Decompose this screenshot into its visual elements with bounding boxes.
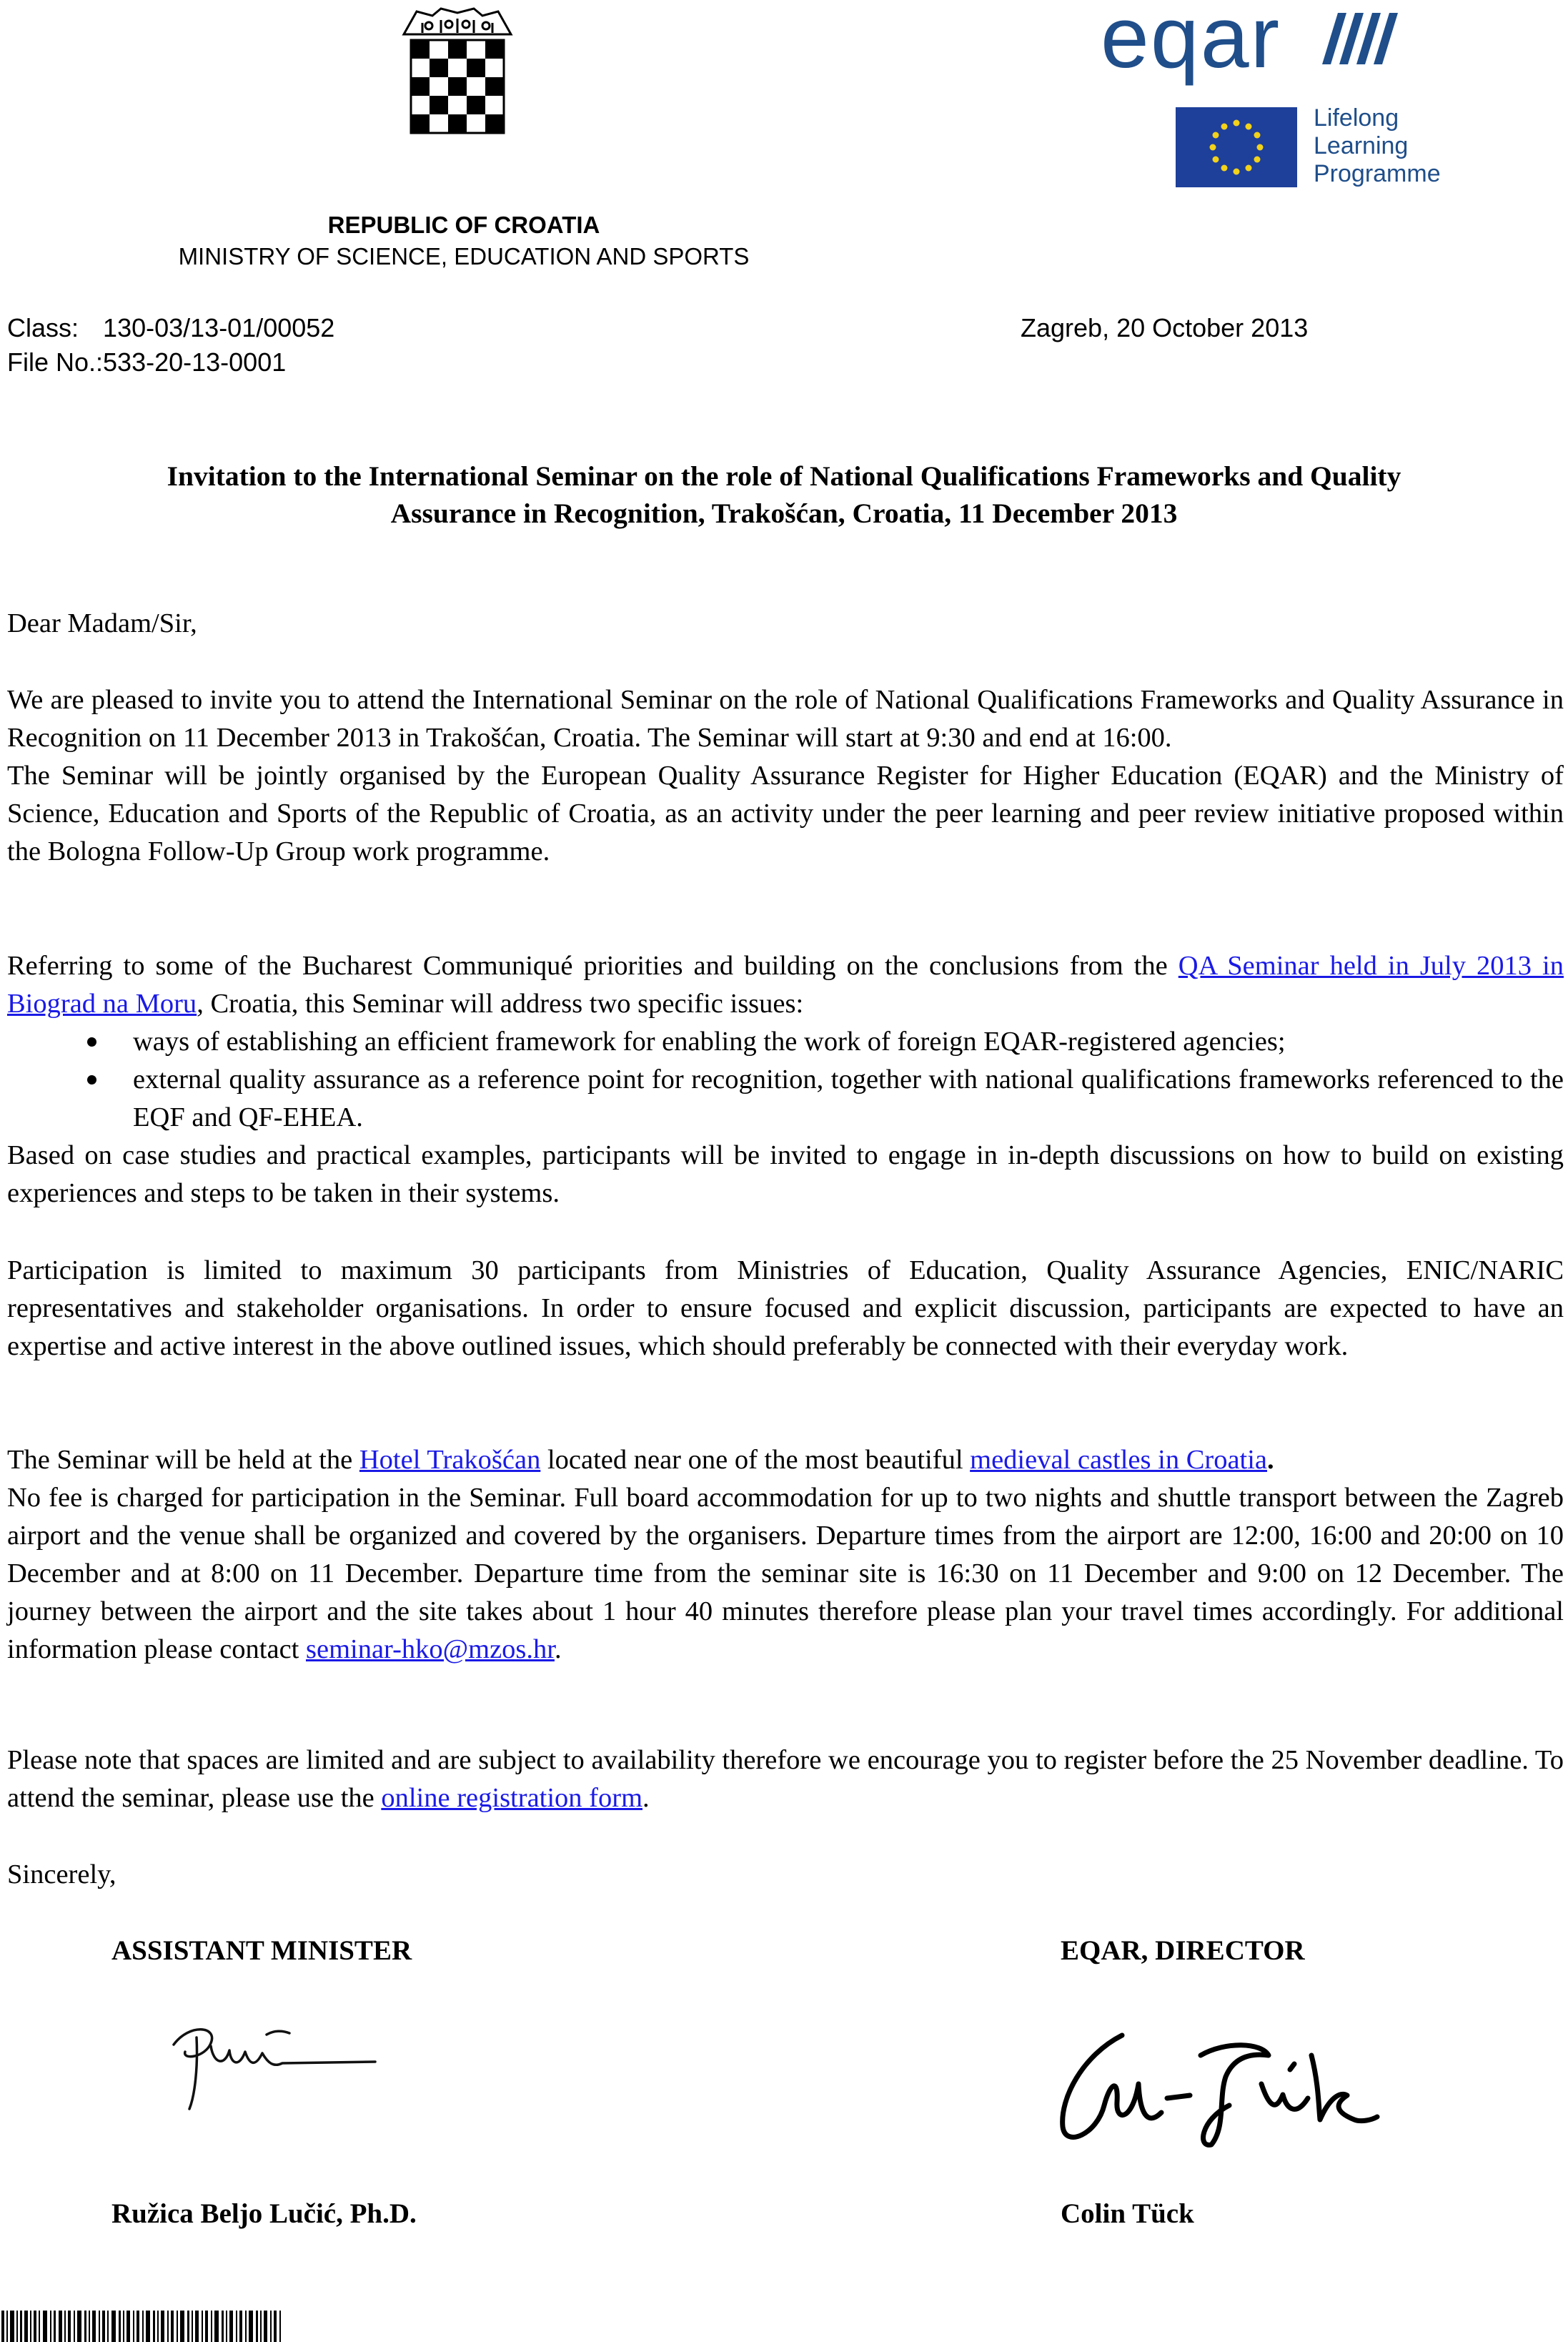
- left-signatory-title: ASSISTANT MINISTER: [111, 1935, 412, 1966]
- paragraph-logistics: [7, 1479, 1564, 1669]
- right-signatory-title: EQAR, DIRECTOR: [1061, 1935, 1305, 1966]
- title-line-1: Invitation to the International Seminar on the role of National Qualifications Frameworks and Quality: [167, 460, 1401, 492]
- logistics-text: No fee is charged for participation in the Seminar. Full board accommodation for up to two nights and shuttle transport between the Zagreb airport and the venue shall be organized and covered by the organisers. Departure times from the airport are 12:00, 16:00 and 20:00 on 10 December and at 8:00 on 11 December. Departure time from the seminar site is 16:30 on 11 December and 9:00 on 12 December. The journey between the airport and the site takes about 1 hour 40 minutes therefore please plan your travel times accordingly. For additional information please contact: [7, 1483, 1564, 1664]
- registration-text: Please note that spaces are limited and are subject to availability therefore we encourage you to register before the 25 November deadline. To attend the seminar, please use the: [7, 1745, 1564, 1813]
- qa-seminar-link[interactable]: QA Seminar held in July 2013 in Biograd na Moru: [7, 951, 1564, 1019]
- eqar-logo-slashes: [1322, 13, 1408, 70]
- programme-line-2: Learning: [1314, 132, 1409, 159]
- venue-text-1: The Seminar will be held at the: [7, 1445, 359, 1475]
- intro-block: [7, 681, 1564, 871]
- hotel-trakoscan-link[interactable]: Hotel Trakošćan: [359, 1445, 541, 1475]
- right-signatory-name: Colin Tück: [1061, 2198, 1194, 2229]
- registration-block: [7, 1741, 1564, 1817]
- paragraph-invitation: We are pleased to invite you to attend the International Seminar on the role of National Qualifications Frameworks and Quality Assurance in Recognition on 11 December 2013 in Trakošćan, Croatia. The Seminar will start at 9:30 and end at 16:00.: [7, 685, 1564, 753]
- paragraph-case-studies: Based on case studies and practical examples, participants will be invited to engage in in-depth discussions on how to build on existing experiences and steps to be taken in their systems.: [7, 1140, 1564, 1208]
- issues-text-after: , Croatia, this Seminar will address two specific issues:: [197, 989, 804, 1019]
- class-line: [7, 313, 334, 343]
- ministry-name: MINISTRY OF SCIENCE, EDUCATION AND SPORTS: [178, 243, 750, 270]
- paragraph-participation: Participation is limited to maximum 30 participants from Ministries of Education, Quality Assurance Agencies, ENIC/NARIC representatives and stakeholder organisations. In order to ensure focused and explicit discussion, participants are expected to have an expertise and active interest in the above outlined issues, which should preferably be connected with their everyday work.: [7, 1255, 1564, 1361]
- venue-text-2: located near one of the most beautiful: [540, 1445, 971, 1475]
- document-barcode: [0, 2311, 286, 2342]
- lifelong-learning-programme: [1314, 104, 1441, 188]
- eqar-logo-text: eqar: [1101, 0, 1281, 86]
- title-line-2: Assurance in Recognition, Trakošćan, Croatia, 11 December 2013: [390, 498, 1178, 529]
- bullet-icon: [87, 1075, 96, 1084]
- venue-text-3: .: [1267, 1445, 1274, 1475]
- file-number: File No.:533-20-13-0001: [7, 347, 287, 377]
- logistics-end: .: [554, 1634, 562, 1664]
- left-signatory-name: Ružica Beljo Lučić, Ph.D.: [111, 2198, 417, 2229]
- list-item-text: ways of establishing an efficient framework for enabling the work of foreign EQAR-registered agencies;: [133, 1027, 1286, 1057]
- page-title: [0, 458, 1568, 532]
- paragraph-organisers: The Seminar will be jointly organised by the European Quality Assurance Register for Higher Education (EQAR) and the Ministry of Science, Education and Sports of the Republic of Croatia, as an activity under the peer learning and peer review initiative proposed within the Bologna Follow-Up Group work programme.: [7, 761, 1564, 866]
- left-signature: [161, 2002, 389, 2116]
- programme-line-1: Lifelong: [1314, 104, 1399, 132]
- list-item-text: external quality assurance as a reference point for recognition, together with national qualifications frameworks referenced to the EQF and QF-EHEA.: [133, 1064, 1564, 1132]
- paragraph-issues: [7, 947, 1564, 1023]
- class-value: 130-03/13-01/00052: [103, 313, 335, 342]
- contact-email-link[interactable]: seminar-hko@mzos.hr: [306, 1634, 555, 1664]
- croatian-coat-of-arms: [397, 6, 518, 143]
- issues-list: [7, 1023, 1564, 1137]
- salutation: Dear Madam/Sir,: [7, 608, 197, 638]
- right-signature: [1054, 2027, 1383, 2152]
- country-name: REPUBLIC OF CROATIA: [327, 212, 600, 238]
- issues-block: [7, 947, 1564, 1212]
- programme-line-3: Programme: [1314, 160, 1441, 187]
- medieval-castles-link[interactable]: medieval castles in Croatia: [970, 1445, 1268, 1475]
- paragraph-venue: [7, 1441, 1564, 1479]
- venue-block: [7, 1441, 1564, 1669]
- closing: Sincerely,: [7, 1859, 116, 1889]
- place-date: Zagreb, 20 October 2013: [1021, 313, 1309, 342]
- registration-end: .: [642, 1783, 650, 1813]
- list-item: [7, 1023, 1564, 1061]
- eqar-logo: [1101, 0, 1408, 86]
- eu-flag-icon: [1176, 107, 1297, 187]
- issues-text-before: Referring to some of the Bucharest Communiqué priorities and building on the conclusions from the: [7, 951, 1179, 981]
- registration-form-link[interactable]: online registration form: [381, 1783, 643, 1813]
- list-item: [7, 1061, 1564, 1137]
- bullet-icon: [87, 1037, 96, 1047]
- paragraph-registration: [7, 1741, 1564, 1817]
- class-label: Class:: [7, 313, 79, 342]
